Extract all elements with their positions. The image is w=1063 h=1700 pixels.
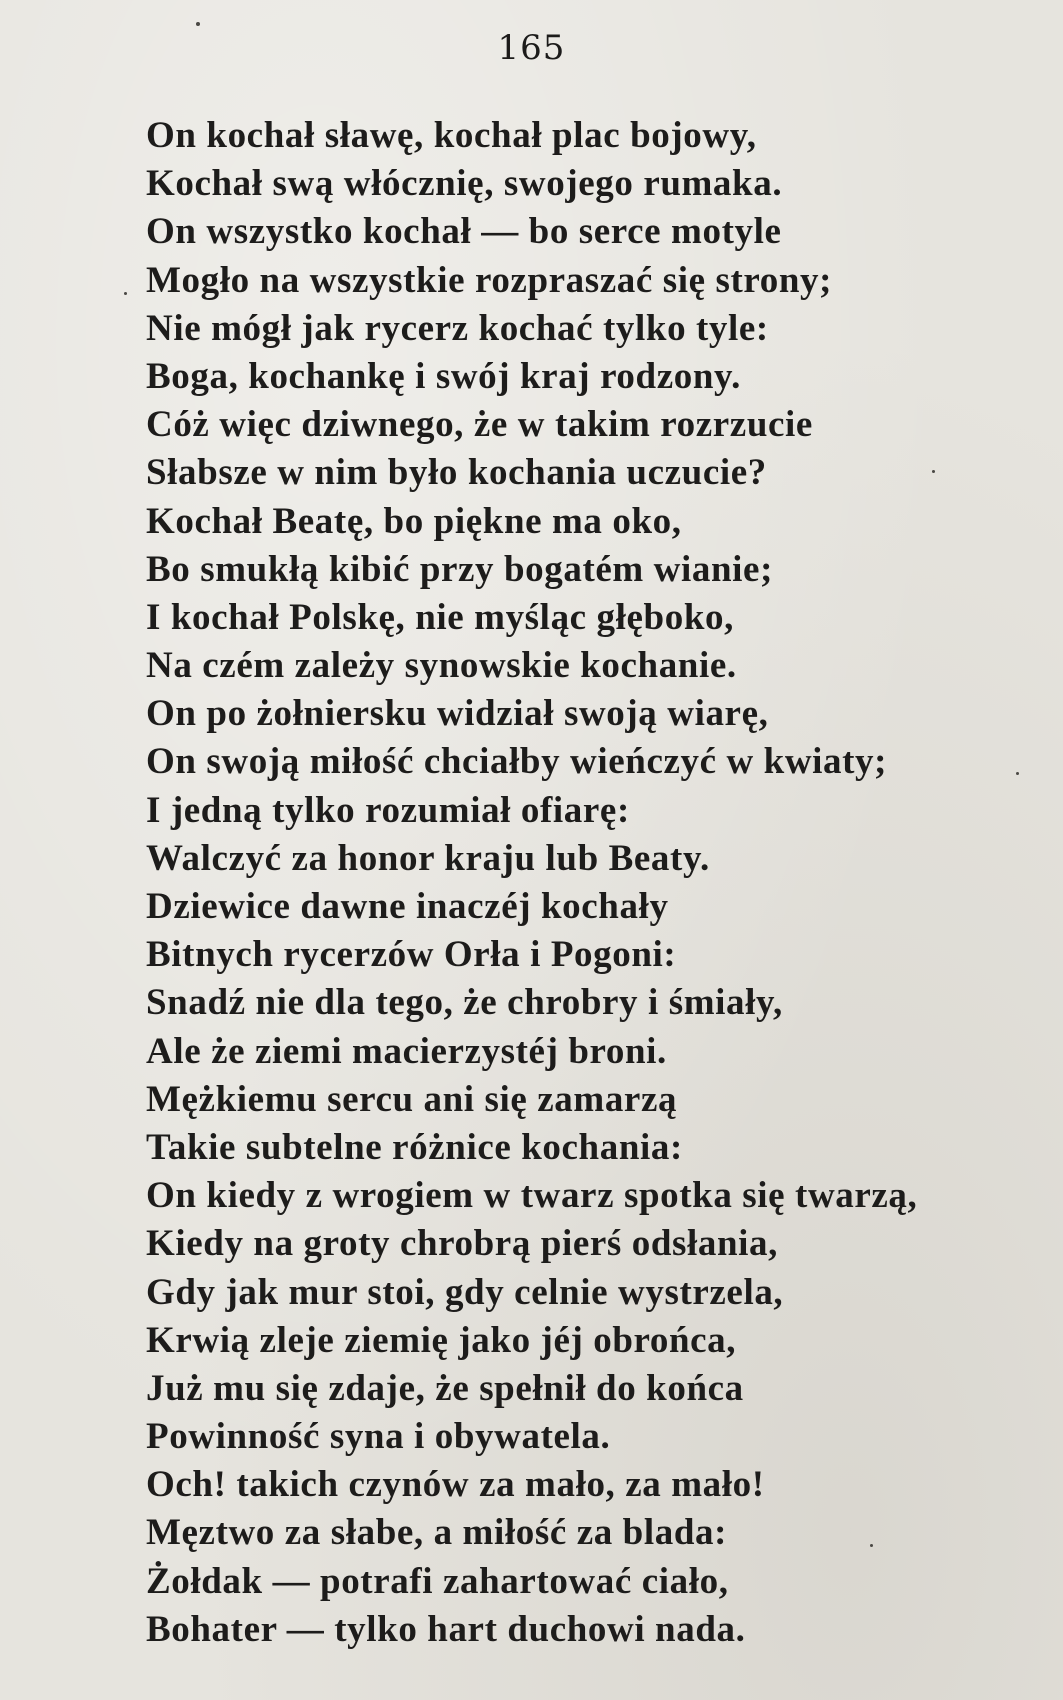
verse-line: Gdy jak mur stoi, gdy celnie wystrzela, [146, 1271, 784, 1313]
verse-line: Męztwo za słabe, a miłość za blada: [146, 1512, 728, 1554]
verse-line: Bitnych rycerzów Orła i Pogoni: [146, 934, 677, 976]
verse-line: On po żołniersku widział swoją wiarę, [146, 693, 769, 735]
verse-line: Och! takich czynów za mało, za mało! [146, 1464, 765, 1506]
verse-line: Cóż więc dziwnego, że w takim rozrzucie [146, 404, 813, 446]
verse-line: Snadź nie dla tego, że chrobry i śmiały, [146, 982, 783, 1024]
verse-line: Kochał swą włócznię, swojego rumaka. [146, 163, 783, 205]
verse-line: Żołdak — potrafi zahartować ciało, [146, 1560, 729, 1602]
verse-line: I kochał Polskę, nie myśląc głęboko, [146, 596, 734, 638]
ink-speck [1016, 772, 1019, 775]
verse-line: Nie mógł jak rycerz kochać tylko tyle: [146, 307, 769, 349]
verse-line: Kochał Beatę, bo piękne ma oko, [146, 500, 682, 542]
verse-line: Słabsze w nim było kochania uczucie? [146, 452, 767, 494]
verse-line: Dziewice dawne inaczéj kochały [146, 886, 669, 927]
ink-speck [196, 22, 200, 26]
verse-line: Bo smukłą kibić przy bogatém wianie; [146, 548, 773, 590]
verse-line: Ale że ziemi macierzystéj broni. [146, 1030, 667, 1072]
verse-line: Już mu się zdaje, że spełnił do końca [146, 1367, 744, 1409]
poem-text [146, 112, 917, 1654]
page-number: 165 [497, 28, 566, 68]
verse-line: Boga, kochankę i swój kraj rodzony. [146, 355, 741, 397]
verse-line: Bohater — tylko hart duchowi nada. [146, 1608, 746, 1650]
verse-line: Powinność syna i obywatela. [146, 1416, 611, 1458]
verse-line: On kiedy z wrogiem w twarz spotka się twarzą, [146, 1175, 918, 1217]
verse-line: Mogło na wszystkie rozpraszać się strony; [146, 259, 833, 301]
ink-speck [932, 470, 935, 473]
verse-line: Walczyć za honor kraju lub Beaty. [146, 837, 710, 879]
verse-line: Kiedy na groty chrobrą pierś odsłania, [146, 1223, 778, 1265]
verse-line: Mężkiemu sercu ani się zamarzą [146, 1078, 678, 1120]
verse-line: Na czém zależy synowskie kochanie. [146, 645, 737, 687]
verse-line: On swoją miłość chciałby wieńczyć w kwiaty; [146, 741, 888, 783]
verse-line: Krwią zleje ziemię jako jéj obrońca, [146, 1319, 737, 1361]
verse-line: I jedną tylko rozumiał ofiarę: [146, 789, 630, 831]
verse-line: On wszystko kochał — bo serce motyle [146, 211, 782, 253]
verse-line: Takie subtelne różnice kochania: [146, 1126, 683, 1168]
ink-speck [124, 292, 127, 295]
verse-line: On kochał sławę, kochał plac bojowy, [146, 115, 757, 156]
